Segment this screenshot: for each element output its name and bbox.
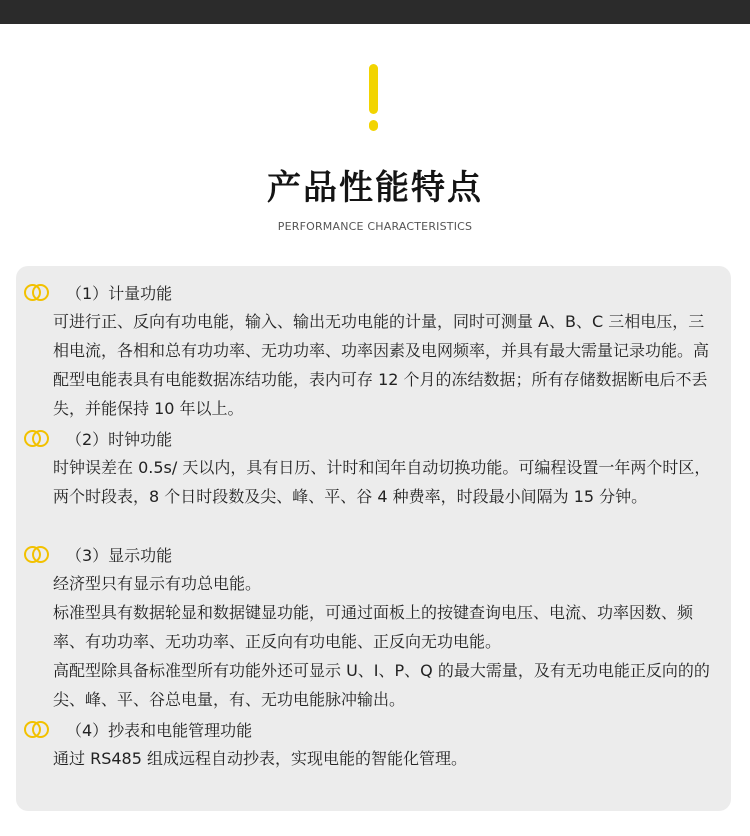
section-text: 时钟误差在 0.5s/ 天以内，具有日历、计时和闰年自动切换功能。可编程设置一年两个时区，两个时段表，8 个日时段数及尖、峰、平、谷 4 种费率，时段最小间隔为 15 分钟。 (53, 458, 711, 506)
section-title: （3）显示功能 (66, 545, 173, 565)
section-text: 经济型只有显示有功总电能。 (53, 574, 262, 593)
double-ring-icon (24, 720, 52, 738)
top-bar (0, 0, 750, 24)
section-title: （4）抄表和电能管理功能 (66, 720, 253, 740)
section-text: 标准型具有数据轮显和数据键显功能，可通过面板上的按键查询电压、电流、功率因数、频率、有功功率、无功功率、正反向有功电能、正反向无功电能。 (53, 603, 694, 651)
double-ring-icon (24, 283, 52, 301)
double-ring-icon (24, 545, 52, 563)
page-title: 产品性能特点 (267, 168, 483, 208)
page-subtitle: PERFORMANCE CHARACTERISTICS (277, 220, 473, 233)
features-panel (16, 266, 731, 811)
section-text: 可进行正、反向有功电能，输入、输出无功电能的计量，同时可测量 A、B、C 三相电压，三相电流，各相和总有功功率、无功功率、功率因素及电网频率，并具有最大需量记录功能。高配型电能表具有电能数据冻结功能，表内可存 12 个月的冻结数据；所有存储数据断电后不丢失，并能保持 10 年以上。 (53, 312, 710, 418)
section-title: （2）时钟功能 (66, 429, 173, 449)
section-text: 高配型除具备标准型所有功能外还可显示 U、I、P、Q 的最大需量，及有无功电能正反向的的尖、峰、平、谷总电量，有、无功电能脉冲输出。 (53, 661, 710, 709)
section-text: 通过 RS485 组成远程自动抄表，实现电能的智能化管理。 (53, 749, 467, 768)
section-heading-display (16, 540, 172, 568)
double-ring-icon (24, 429, 52, 447)
exclamation-accent-icon (369, 64, 378, 132)
section-title: （1）计量功能 (66, 283, 173, 303)
section-heading-clock (16, 424, 172, 452)
section-heading-metering (16, 278, 172, 306)
section-heading-meter-reading (16, 715, 252, 743)
